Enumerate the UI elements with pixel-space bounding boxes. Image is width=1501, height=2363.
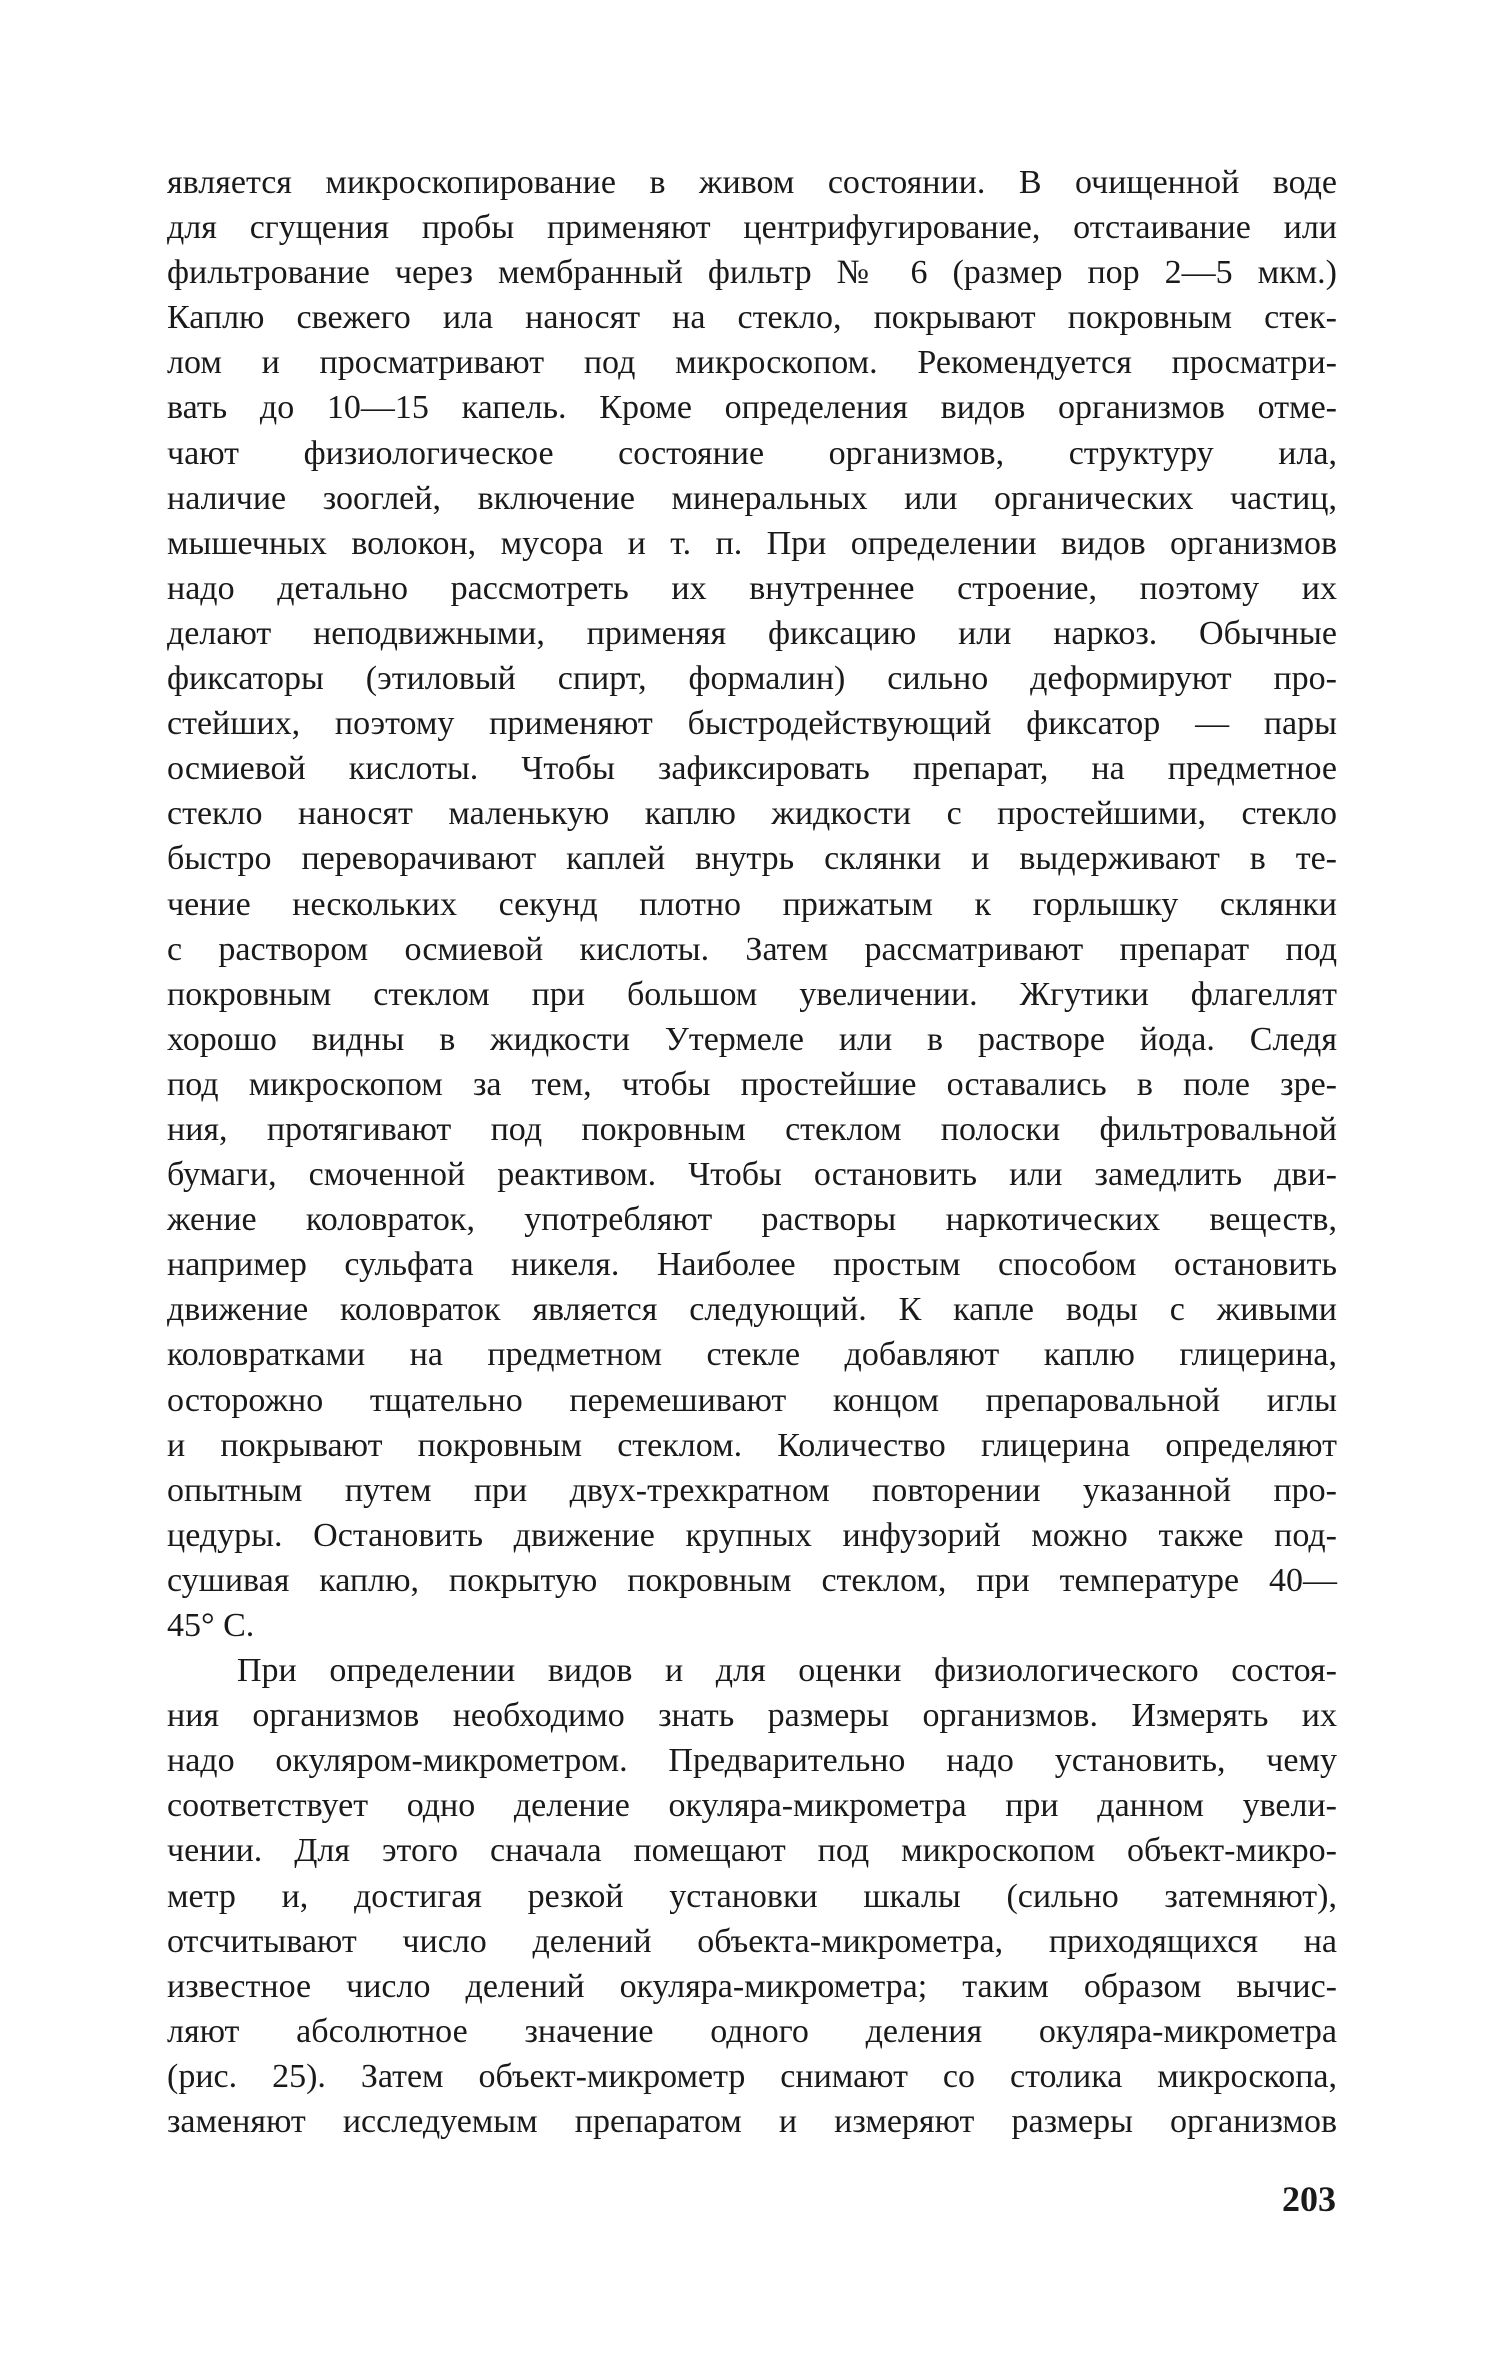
text-line: осмиевой кислоты. Чтобы зафиксировать препарат, на предметное: [167, 750, 1337, 788]
text-line: (рис. 25). Затем объект-микрометр снимают со столика микроскопа,: [167, 2057, 1337, 2095]
text-line: бумаги, смоченной реактивом. Чтобы остановить или замедлить дви-: [167, 1156, 1337, 1194]
text-line: ния организмов необходимо знать размеры организмов. Измерять их: [167, 1697, 1337, 1735]
text-line: наличие зооглей, включение минеральных или органических частиц,: [167, 479, 1337, 517]
page-number: 203: [1282, 2179, 1336, 2219]
text-line: вать до 10—15 капель. Кроме определения видов организмов отме-: [167, 389, 1337, 427]
text-line: Каплю свежего ила наносят на стекло, покрывают покровным стек-: [167, 299, 1337, 337]
text-line: стекло наносят маленькую каплю жидкости с простейшими, стекло: [167, 795, 1337, 833]
text-line: заменяют исследуемым препаратом и измеряют размеры организмов: [167, 2103, 1337, 2141]
text-line: ляют абсолютное значение одного деления окуляра-микрометра: [167, 2012, 1337, 2050]
text-line: мышечных волокон, мусора и т. п. При определении видов организмов: [167, 524, 1337, 562]
text-line: соответствует одно деление окуляра-микрометра при данном увели-: [167, 1787, 1337, 1825]
text-line: хорошо видны в жидкости Утермеле или в растворе йода. Следя: [167, 1020, 1337, 1058]
paragraph-2: [167, 1648, 1337, 2144]
text-line: с раствором осмиевой кислоты. Затем рассматривают препарат под: [167, 930, 1337, 968]
text-line: осторожно тщательно перемешивают концом препаровальной иглы: [167, 1381, 1337, 1419]
text-line: известное число делений окуляра-микрометра; таким образом вычис-: [167, 1967, 1337, 2005]
text-line: отсчитывают число делений объекта-микрометра, приходящихся на: [167, 1922, 1337, 1960]
text-line: фиксаторы (этиловый спирт, формалин) сильно деформируют про-: [167, 660, 1337, 698]
text-line: например сульфата никеля. Наиболее простым способом остановить: [167, 1246, 1337, 1284]
text-line: фильтрование через мембранный фильтр № 6 (размер пор 2—5 мкм.): [167, 254, 1337, 292]
text-line: стейших, поэтому применяют быстродействующий фиксатор — пары: [167, 705, 1337, 743]
text-line: ния, протягивают под покровным стеклом полоски фильтровальной: [167, 1110, 1337, 1148]
text-line: надо окуляром-микрометром. Предварительно надо установить, чему: [167, 1742, 1337, 1780]
text-line: чение нескольких секунд плотно прижатым к горлышку склянки: [167, 885, 1337, 923]
text-line: чают физиологическое состояние организмов, структуру ила,: [167, 434, 1337, 472]
text-line: чении. Для этого сначала помещают под микроскопом объект-микро-: [167, 1832, 1337, 1870]
paragraph-1: [167, 160, 1337, 1648]
text-line: и покрывают покровным стеклом. Количество глицерина определяют: [167, 1426, 1337, 1464]
text-line: 45° С.: [167, 1607, 255, 1644]
text-line: жение коловраток, употребляют растворы наркотических веществ,: [167, 1201, 1337, 1239]
body-text: [167, 160, 1337, 2144]
text-line: является микроскопирование в живом состоянии. В очищенной воде: [167, 164, 1337, 201]
text-line: под микроскопом за тем, чтобы простейшие оставались в поле зре-: [167, 1065, 1337, 1103]
text-line: движение коловраток является следующий. К капле воды с живыми: [167, 1291, 1337, 1329]
text-line: опытным путем при двух-трехкратном повторении указанной про-: [167, 1471, 1337, 1509]
text-line: покровным стеклом при большом увеличении. Жгутики флагеллят: [167, 975, 1337, 1013]
text-line: лом и просматривают под микроскопом. Рекомендуется просматри-: [167, 344, 1337, 382]
text-line: делают неподвижными, применяя фиксацию или наркоз. Обычные: [167, 614, 1337, 652]
text-line: При определении видов и для оценки физиологического состоя-: [237, 1652, 1337, 1690]
text-line: надо детально рассмотреть их внутреннее строение, поэтому их: [167, 569, 1337, 607]
text-line: быстро переворачивают каплей внутрь склянки и выдерживают в те-: [167, 840, 1337, 878]
text-line: сушивая каплю, покрытую покровным стеклом, при температуре 40—: [167, 1561, 1337, 1599]
text-line: метр и, достигая резкой установки шкалы (сильно затемняют),: [167, 1877, 1337, 1915]
text-line: для сгущения пробы применяют центрифугирование, отстаивание или: [167, 209, 1337, 247]
text-line: цедуры. Остановить движение крупных инфузорий можно также под-: [167, 1516, 1337, 1554]
text-line: коловратками на предметном стекле добавляют каплю глицерина,: [167, 1336, 1337, 1374]
